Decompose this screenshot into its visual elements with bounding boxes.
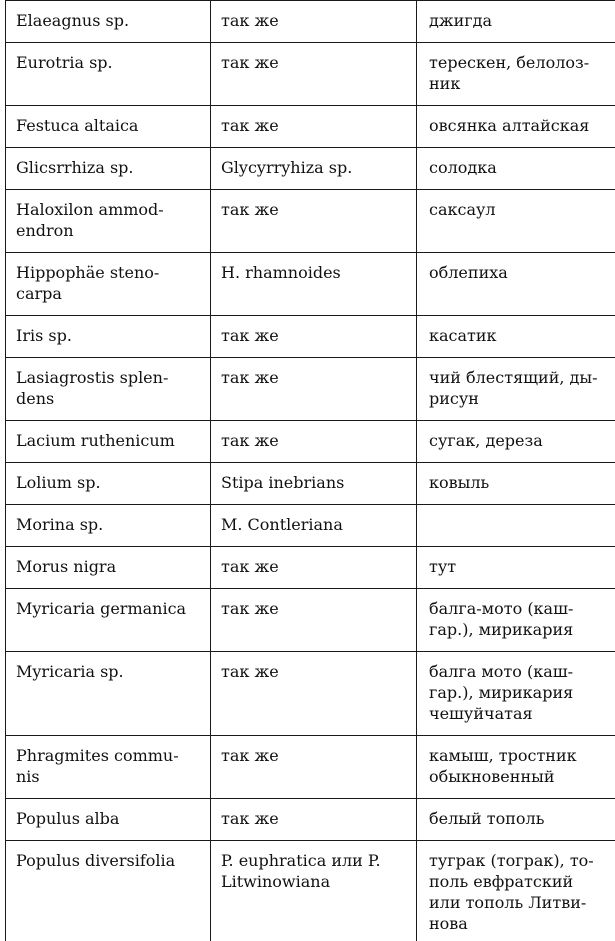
latin-name-cell: Lolium sp. [6,463,211,505]
synonym-cell: так же [211,421,417,463]
latin-name-cell: Eurotria sp. [6,43,211,106]
russian-name-cell: белый тополь [417,799,615,841]
latin-name-cell: Populus alba [6,799,211,841]
latin-name-cell: Myricaria germanica [6,589,211,652]
table-row [6,190,615,253]
russian-name-cell: касатик [417,316,615,358]
table-row [6,589,615,652]
synonym-cell: H. rhamnoides [211,253,417,316]
synonym-cell: так же [211,316,417,358]
russian-name-cell: солодка [417,148,615,190]
synonym-cell: так же [211,589,417,652]
table-row [6,799,615,841]
russian-name-cell: терескен, белолоз- ник [417,43,615,106]
table-row [6,841,615,941]
latin-name-cell: Lasiagrostis splen- dens [6,358,211,421]
latin-name-cell: Hippophäe steno- carpa [6,253,211,316]
table-row [6,106,615,148]
latin-name-cell: Populus diversifolia [6,841,211,941]
table-row [6,463,615,505]
synonym-cell: так же [211,358,417,421]
synonym-cell: так же [211,652,417,736]
synonym-cell: так же [211,190,417,253]
table-row [6,43,615,106]
russian-name-cell: сугак, дереза [417,421,615,463]
table-row [6,253,615,316]
table-row [6,316,615,358]
synonym-cell: Stipa inebrians [211,463,417,505]
russian-name-cell: саксаул [417,190,615,253]
synonym-cell: так же [211,799,417,841]
table-row [6,736,615,799]
russian-name-cell [417,505,615,547]
russian-name-cell: туграк (тограк), то- поль евфратский или тополь Литви- нова [417,841,615,941]
latin-name-cell: Morina sp. [6,505,211,547]
synonym-cell: так же [211,1,417,43]
synonym-cell: так же [211,106,417,148]
latin-name-cell: Iris sp. [6,316,211,358]
species-table [5,0,615,941]
table-row [6,148,615,190]
table-row [6,358,615,421]
latin-name-cell: Myricaria sp. [6,652,211,736]
synonym-cell: P. euphratica или P. Litwinowiana [211,841,417,941]
russian-name-cell: овсянка алтайская [417,106,615,148]
synonym-cell: M. Contleriana [211,505,417,547]
synonym-cell: Glycyrryhiza sp. [211,148,417,190]
russian-name-cell: камыш, тростник обыкновенный [417,736,615,799]
synonym-cell: так же [211,43,417,106]
synonym-cell: так же [211,547,417,589]
russian-name-cell: чий блестящий, ды- рисун [417,358,615,421]
table-row [6,421,615,463]
synonym-cell: так же [211,736,417,799]
latin-name-cell: Morus nigra [6,547,211,589]
latin-name-cell: Glicsrrhiza sp. [6,148,211,190]
table-row [6,1,615,43]
russian-name-cell: джигда [417,1,615,43]
table-row [6,652,615,736]
latin-name-cell: Elaeagnus sp. [6,1,211,43]
russian-name-cell: тут [417,547,615,589]
russian-name-cell: ковыль [417,463,615,505]
latin-name-cell: Festuca altaica [6,106,211,148]
species-table-body [6,1,615,941]
latin-name-cell: Lacium ruthenicum [6,421,211,463]
russian-name-cell: балга-мото (каш- гар.), мирикария [417,589,615,652]
latin-name-cell: Phragmites commu- nis [6,736,211,799]
table-row [6,547,615,589]
table-row [6,505,615,547]
russian-name-cell: облепиха [417,253,615,316]
latin-name-cell: Haloxilon ammod- endron [6,190,211,253]
russian-name-cell: балга мото (каш- гар.), мирикария чешуйчатая [417,652,615,736]
